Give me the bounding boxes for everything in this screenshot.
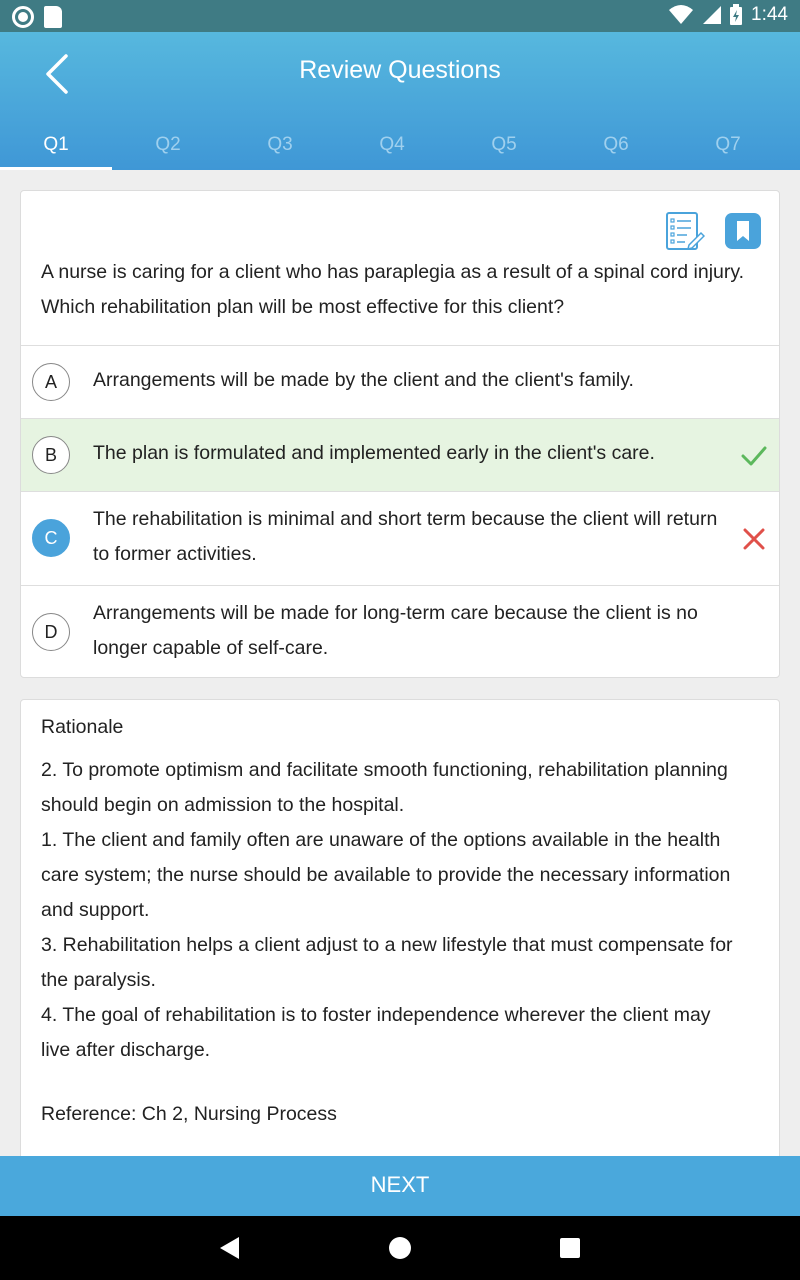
- question-card: [20, 190, 780, 678]
- tab-q4[interactable]: Q4: [379, 134, 405, 155]
- option-c[interactable]: [21, 491, 780, 585]
- tab-q2[interactable]: Q2: [155, 134, 181, 155]
- signal-icon: [701, 4, 721, 26]
- option-a[interactable]: [21, 345, 780, 418]
- app-header: [0, 32, 800, 170]
- page-title: Review Questions: [299, 56, 501, 84]
- status-time: 1:44: [751, 4, 788, 25]
- circle-status-icon: [12, 6, 34, 28]
- rationale-line: 3. Rehabilitation helps a client adjust to a new lifestyle that must compensate for the paralysis.: [41, 934, 733, 991]
- tab-q3[interactable]: Q3: [267, 134, 293, 155]
- tab-q1[interactable]: Q1: [0, 120, 112, 170]
- option-letter: B: [32, 436, 70, 474]
- option-b[interactable]: [21, 418, 780, 491]
- option-letter: D: [32, 613, 70, 651]
- checklist-edit-icon[interactable]: [665, 211, 705, 251]
- rationale-card: [20, 699, 780, 1169]
- tab-q5[interactable]: Q5: [491, 134, 517, 155]
- battery-charging-icon: [729, 4, 743, 26]
- option-text: The plan is formulated and implemented early in the client's care.: [93, 442, 655, 464]
- option-letter: C: [32, 519, 70, 557]
- rationale-line: 2. To promote optimism and facilitate smooth functioning, rehabilitation planning should begin on admission to the hospital.: [41, 759, 728, 816]
- cross-icon: [741, 526, 767, 552]
- bookmark-icon[interactable]: [725, 213, 761, 249]
- nav-home-icon[interactable]: [389, 1237, 411, 1259]
- rationale-title: Rationale: [41, 716, 124, 738]
- checkmark-icon: [741, 442, 767, 468]
- rationale-line: 4. The goal of rehabilitation is to foster independence wherever the client may live after discharge.: [41, 1004, 711, 1061]
- tab-q6[interactable]: Q6: [603, 134, 629, 155]
- option-letter: A: [32, 363, 70, 401]
- option-text: Arrangements will be made for long-term care because the client is no longer capable of self-care.: [93, 602, 698, 659]
- nav-back-icon[interactable]: [220, 1237, 239, 1259]
- question-tabs: [0, 120, 800, 170]
- rationale-body: [41, 753, 741, 1068]
- option-text: Arrangements will be made by the client and the client's family.: [93, 369, 634, 391]
- wifi-icon: [669, 4, 693, 26]
- rationale-line: 1. The client and family often are unaware of the options available in the health care system; the nurse should be available to provide the necessary information and support.: [41, 829, 731, 921]
- next-button[interactable]: NEXT: [0, 1156, 800, 1216]
- status-bar: [0, 0, 800, 32]
- question-text: A nurse is caring for a client who has paraplegia as a result of a spinal cord injury. Which rehabilitation plan will be most effective for this client?: [41, 261, 745, 318]
- tab-q7[interactable]: Q7: [715, 134, 741, 155]
- option-d[interactable]: [21, 585, 780, 678]
- nav-recents-icon[interactable]: [560, 1238, 580, 1258]
- sd-card-icon: [44, 6, 62, 28]
- option-text: The rehabilitation is minimal and short term because the client will return to former activities.: [93, 508, 718, 565]
- rationale-reference: Reference: Ch 2, Nursing Process: [41, 1103, 337, 1125]
- navigation-bar: [0, 1216, 800, 1280]
